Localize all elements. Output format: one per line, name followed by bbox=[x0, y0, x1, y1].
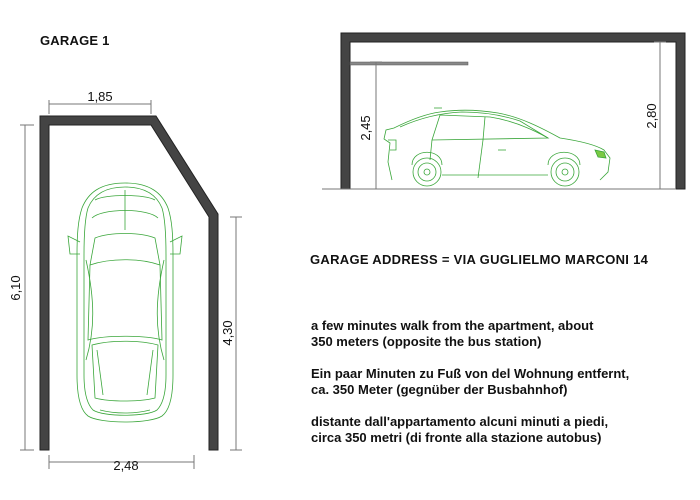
car-top-view bbox=[68, 183, 182, 422]
description-english bbox=[311, 318, 696, 350]
dimension-inner-height-label: 2,45 bbox=[358, 115, 373, 141]
dimension-total-height-label: 2,80 bbox=[644, 103, 659, 129]
garage-door bbox=[350, 62, 468, 65]
car-side-view bbox=[384, 108, 610, 186]
dimension-left-depth-label: 6,10 bbox=[8, 275, 23, 301]
dimension-bottom-width-label: 2,48 bbox=[113, 458, 139, 473]
dimension-top-width-label: 1,85 bbox=[87, 89, 113, 104]
description-line: 350 meters (opposite the bus station) bbox=[311, 334, 542, 349]
description-german bbox=[311, 366, 696, 398]
garage-address: GARAGE ADDRESS = VIA GUGLIELMO MARCONI 14 bbox=[310, 252, 649, 267]
section-wall bbox=[341, 33, 685, 189]
description-line: a few minutes walk from the apartment, about bbox=[311, 318, 594, 333]
description-italian bbox=[311, 414, 696, 446]
description-line: circa 350 metri (di fronte alla stazione autobus) bbox=[311, 430, 602, 445]
floor-plan-wall bbox=[40, 116, 218, 450]
description-line: ca. 350 Meter (gegnüber der Busbahnhof) bbox=[311, 382, 568, 397]
dimension-right-side-label: 4,30 bbox=[220, 320, 235, 346]
description-line: Ein paar Minuten zu Fuß von del Wohnung entfernt, bbox=[311, 366, 630, 381]
floor-plan bbox=[8, 89, 242, 473]
section-view bbox=[322, 33, 685, 189]
drawing-title: GARAGE 1 bbox=[40, 33, 110, 48]
description-line: distante dall'appartamento alcuni minuti a piedi, bbox=[311, 414, 609, 429]
